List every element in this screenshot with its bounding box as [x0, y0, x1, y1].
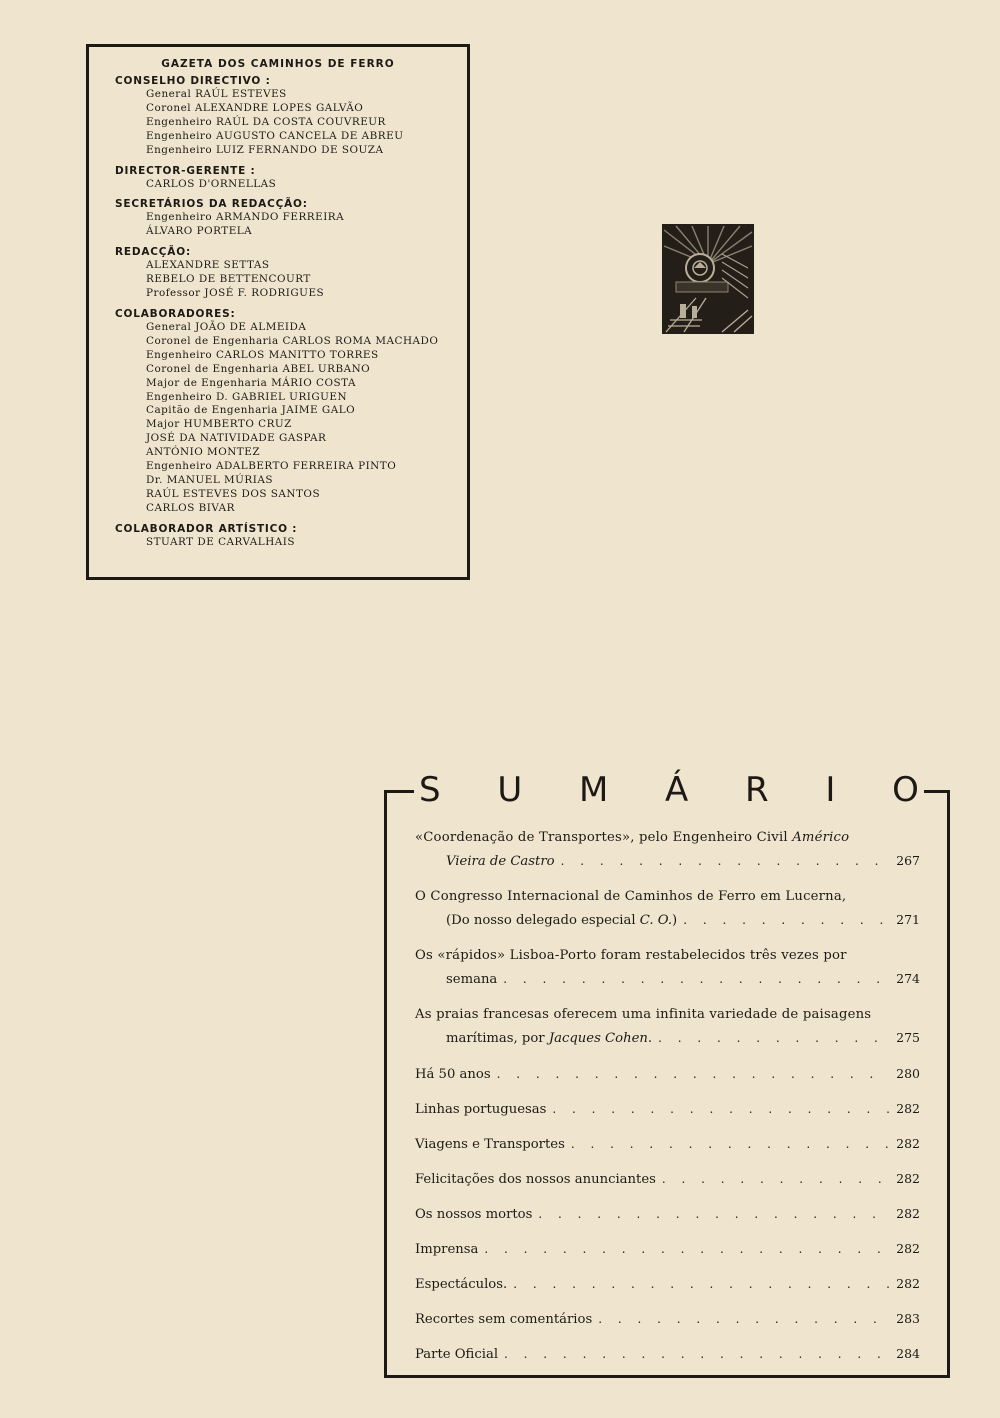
toc-leader-dots — [677, 909, 890, 932]
staff-box — [86, 44, 470, 580]
staff-name: REBELO DE BETTENCOURT — [146, 273, 311, 286]
toc-entry-row — [415, 1202, 920, 1226]
toc-leader-dots — [652, 1027, 890, 1050]
toc-leader-dots — [491, 1063, 890, 1086]
toc-entry-text: (Do nosso delegado especial C. O.) — [446, 913, 678, 928]
staff-name: ALEXANDRE SETTAS — [146, 259, 270, 272]
staff-name: CARLOS D'ORNELLAS — [146, 177, 277, 190]
toc-leader-dots — [565, 1133, 890, 1156]
toc-page-number: 280 — [896, 1066, 920, 1081]
staff-name: ÁLVARO PORTELA — [146, 225, 253, 238]
toc-leader-dots — [497, 968, 890, 991]
sumario-rule-right — [924, 790, 950, 793]
staff-section-heading: COLABORADORES: — [115, 307, 236, 320]
sumario-title — [419, 772, 919, 808]
staff-name: Coronel de Engenharia ABEL URBANO — [146, 362, 371, 375]
toc-page-number: 283 — [896, 1311, 920, 1326]
toc-entry-row — [415, 1167, 920, 1191]
staff-section-heading: CONSELHO DIRECTIVO : — [115, 75, 271, 87]
toc-entry-text: Viagens e Transportes — [415, 1137, 565, 1152]
toc-leader-dots — [507, 1273, 890, 1296]
staff-name: Engenheiro CARLOS MANITTO TORRES — [146, 348, 379, 361]
staff-section-names — [146, 88, 467, 158]
staff-name: Engenheiro RAÚL DA COSTA COUVREUR — [146, 115, 386, 128]
toc-entry-text: Os nossos mortos — [415, 1207, 533, 1222]
toc-entry — [415, 1307, 920, 1331]
toc-entry-author: Jacques Cohen — [548, 1031, 648, 1046]
toc-entry-row — [415, 908, 920, 932]
table-of-contents — [415, 826, 920, 1377]
toc-entry-text: Recortes sem comentários — [415, 1312, 593, 1327]
staff-name: JOSÉ DA NATIVIDADE GASPAR — [146, 432, 327, 445]
toc-entry — [415, 1237, 920, 1261]
toc-leader-dots — [555, 850, 890, 873]
toc-leader-dots — [546, 1098, 890, 1121]
toc-entry-line: O Congresso Internacional de Caminhos de Ferro em Lucerna, — [415, 889, 847, 904]
staff-name: Engenheiro LUIZ FERNANDO DE SOUZA — [146, 143, 384, 156]
toc-page-number: 271 — [896, 912, 920, 927]
staff-name: ANTÓNIO MONTEZ — [146, 446, 261, 459]
toc-entry-row — [415, 1272, 920, 1296]
staff-name: Engenheiro ADALBERTO FERREIRA PINTO — [146, 460, 397, 473]
toc-leader-dots — [478, 1238, 890, 1261]
locomotive-woodcut-svg — [662, 224, 754, 334]
staff-name: Professor JOSÉ F. RODRIGUES — [146, 287, 325, 300]
toc-entry — [415, 1167, 920, 1191]
toc-entry-row — [415, 1237, 920, 1261]
toc-entry-text: Parte Oficial — [415, 1347, 499, 1362]
sumario-title-letter: U — [497, 770, 523, 810]
staff-section-names — [146, 178, 467, 192]
toc-entry — [415, 1132, 920, 1156]
sumario-title-letter: S — [419, 770, 441, 810]
staff-section-heading: REDACÇÃO: — [115, 246, 191, 259]
toc-leader-dots — [532, 1203, 890, 1226]
staff-section-heading: DIRECTOR-GERENTE : — [115, 164, 256, 177]
toc-page-number: 267 — [896, 853, 920, 868]
toc-entry-text: Há 50 anos — [415, 1067, 491, 1082]
staff-sections — [115, 74, 467, 550]
staff-name: Engenheiro AUGUSTO CANCELA DE ABREU — [146, 129, 404, 142]
toc-page-number: 282 — [896, 1276, 920, 1291]
toc-entry-row — [415, 1026, 920, 1050]
sumario-title-letter: R — [745, 770, 769, 810]
toc-leader-dots — [498, 1343, 890, 1366]
toc-entry-author: Américo — [792, 830, 850, 845]
toc-entry-row — [415, 849, 920, 873]
toc-page-number: 284 — [896, 1346, 920, 1361]
toc-entry-row — [415, 1342, 920, 1366]
toc-entry-row — [415, 1307, 920, 1331]
toc-entry-line: «Coordenação de Transportes», pelo Engenheiro Civil Américo — [415, 830, 850, 845]
toc-entry-row — [415, 1132, 920, 1156]
staff-name: General JOÃO DE ALMEIDA — [146, 320, 307, 333]
staff-section-names — [146, 211, 467, 239]
staff-name: Capitão de Engenharia JAIME GALO — [146, 404, 356, 417]
sumario-title-letter: I — [825, 770, 836, 810]
staff-section-names — [146, 321, 467, 516]
toc-entry — [415, 885, 920, 932]
toc-entry — [415, 1342, 920, 1366]
toc-entry-text: Imprensa — [415, 1242, 479, 1257]
toc-entry-text — [446, 850, 555, 873]
toc-entry-text: Felicitações dos nossos anunciantes — [415, 1172, 656, 1187]
staff-name: Dr. MANUEL MÚRIAS — [146, 473, 273, 486]
toc-entry — [415, 1003, 920, 1050]
toc-entry — [415, 944, 920, 991]
toc-leader-dots — [656, 1168, 890, 1191]
toc-entry — [415, 1062, 920, 1086]
toc-entry-text: Linhas portuguesas — [415, 1102, 547, 1117]
staff-name: General RAÚL ESTEVES — [146, 88, 287, 100]
staff-box-title: GAZETA DOS CAMINHOS DE FERRO — [161, 58, 395, 70]
sumario-title-letter: Á — [665, 770, 689, 810]
staff-name: Engenheiro D. GABRIEL URIGUEN — [146, 390, 348, 403]
staff-name: Coronel ALEXANDRE LOPES GALVÃO — [146, 101, 364, 114]
toc-entry-text: semana — [446, 972, 498, 987]
toc-entry-line: Os «rápidos» Lisboa-Porto foram restabelecidos três vezes por — [415, 948, 847, 963]
toc-entry — [415, 826, 920, 873]
sumario-title-letter: M — [578, 770, 609, 810]
toc-page-number: 275 — [896, 1030, 920, 1045]
toc-entry — [415, 1097, 920, 1121]
locomotive-woodcut-illustration — [662, 224, 754, 334]
staff-name: RAÚL ESTEVES DOS SANTOS — [146, 487, 321, 500]
toc-page-number: 282 — [896, 1136, 920, 1151]
staff-section-names — [146, 536, 467, 550]
toc-entry-text: marítimas, por Jacques Cohen. — [446, 1031, 653, 1046]
sumario-box — [384, 770, 950, 1378]
toc-entry-text: Espectáculos. — [415, 1277, 508, 1292]
toc-entry-row — [415, 1062, 920, 1086]
toc-leader-dots — [592, 1308, 890, 1331]
toc-entry-author: C. O. — [639, 913, 673, 928]
staff-name: Coronel de Engenharia CARLOS ROMA MACHADO — [146, 334, 439, 347]
toc-page-number: 274 — [896, 971, 920, 986]
staff-name: Major HUMBERTO CRUZ — [146, 418, 292, 431]
toc-page-number: 282 — [896, 1101, 920, 1116]
toc-page-number: 282 — [896, 1241, 920, 1256]
toc-entry-line: As praias francesas oferecem uma infinita variedade de paisagens — [415, 1007, 872, 1022]
staff-section-heading: SECRETÁRIOS DA REDACÇÃO: — [115, 198, 308, 211]
staff-section-names — [146, 259, 467, 301]
staff-name: STUART DE CARVALHAIS — [146, 535, 295, 548]
toc-entry-author: Vieira de Castro — [446, 854, 555, 869]
sumario-title-letter: O — [892, 770, 919, 810]
toc-page-number: 282 — [896, 1171, 920, 1186]
staff-section-heading: COLABORADOR ARTÍSTICO : — [115, 522, 298, 535]
staff-name: Engenheiro ARMANDO FERREIRA — [146, 211, 345, 224]
staff-name: CARLOS BIVAR — [146, 501, 235, 514]
toc-page-number: 282 — [896, 1206, 920, 1221]
toc-entry — [415, 1202, 920, 1226]
toc-entry-row — [415, 967, 920, 991]
staff-name: Major de Engenharia MÁRIO COSTA — [146, 376, 356, 389]
toc-entry — [415, 1272, 920, 1296]
sumario-rule-left — [384, 790, 414, 793]
toc-entry-row — [415, 1097, 920, 1121]
